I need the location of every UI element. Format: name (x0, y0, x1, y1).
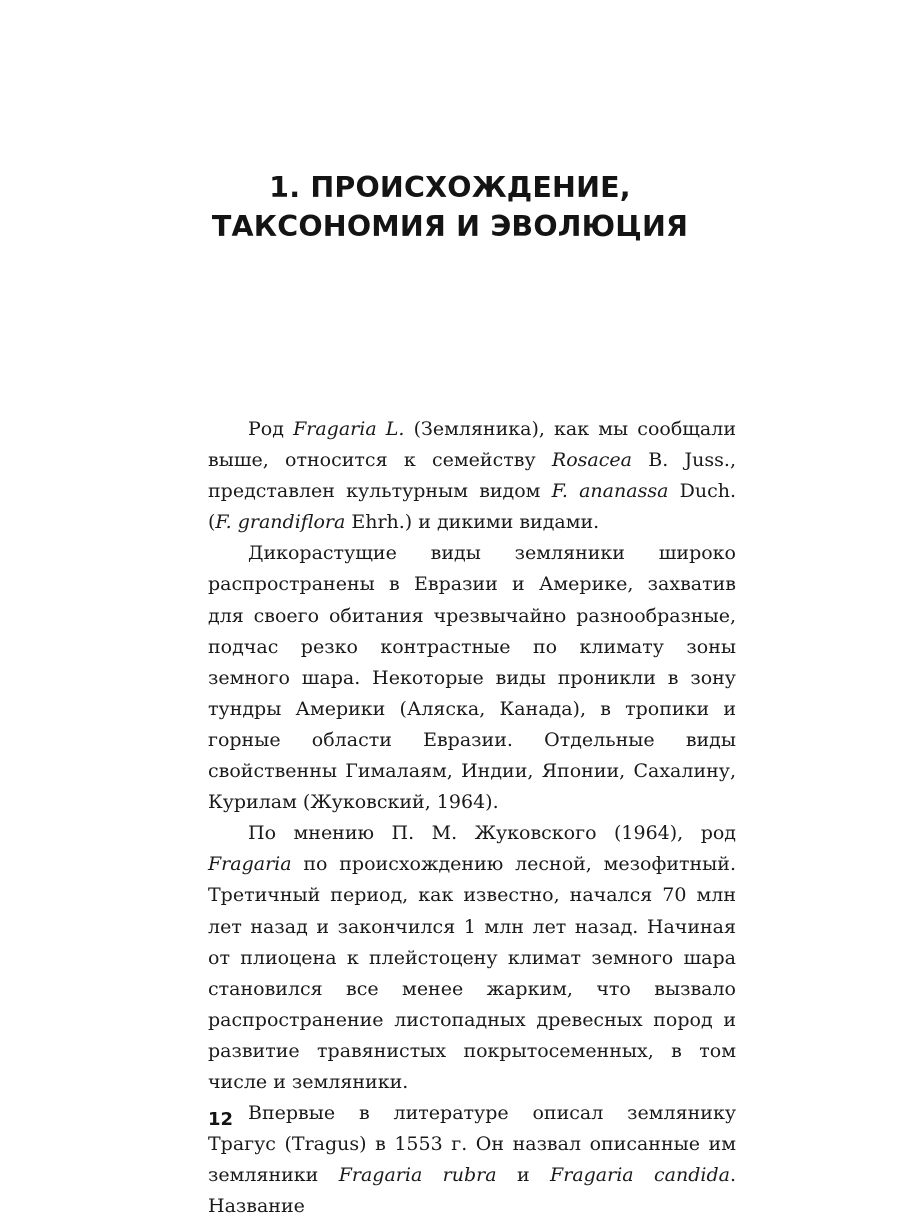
paragraph-3 (208, 818, 736, 1098)
page-number: 12 (208, 1109, 234, 1130)
text-run: по происхождению лесной, мезофитный. Третичный период, как известно, начался 70 млн лет назад и закончился 1 млн лет назад. Начиная от плиоцена к плейстоцену климат земного шара становился все менее жарким, что вызвало распространение листопадных древесных пород и развитие травянистых покрытосеменных, в том числе и земляники. (208, 853, 736, 1093)
species-name: Fragaria L. (293, 418, 405, 440)
species-name: Rosacea (551, 449, 632, 472)
paragraph-1 (208, 414, 736, 538)
species-name: Fragaria rubra (338, 1164, 497, 1187)
text-run: Впервые в литературе описал землянику Трагус (Tragus) в 1553 г. Он назвал описанные им земляники (208, 1102, 736, 1187)
species-name: Fragaria (208, 853, 292, 876)
body-text (208, 414, 736, 1222)
species-name: F. grandiflora (215, 511, 346, 534)
text-run: Ehrh.) и дикими видами. (345, 511, 600, 534)
chapter-title (150, 168, 750, 246)
text-run: и (496, 1164, 551, 1187)
paragraph-2 (208, 538, 736, 818)
species-name: F. ananassa (551, 480, 669, 503)
text-run: . Название (208, 1164, 736, 1218)
text-run: Род (248, 418, 294, 440)
text-run: По мнению П. М. Жуковского (1964), род (248, 822, 736, 845)
species-name: Fragaria candida (550, 1164, 730, 1187)
chapter-title-line-2: ТАКСОНОМИЯ И ЭВОЛЮЦИЯ (211, 210, 689, 243)
text-run: B. Juss., представлен культурным видом (208, 449, 736, 503)
text-run: Дикорастущие виды земляники широко распространены в Евразии и Америке, захватив для своего обитания чрезвычайно разнообразные, подчас резко контрастные по климату зоны земного шара. Некоторые виды проникли в зону тундры Америки (Аляска, Канада), в тропики и горные области Евразии. Отдельные виды свойственны Гималаям, Индии, Японии, Сахалину, Курилам (Жуковский, 1964). (208, 542, 736, 814)
paragraph-4 (208, 1098, 736, 1222)
text-run: (Земляника), как мы сообщали выше, относится к семейству (208, 418, 736, 472)
text-run: Duch. ( (208, 480, 736, 534)
chapter-title-line-1: 1. ПРОИСХОЖДЕНИЕ, (269, 171, 631, 204)
